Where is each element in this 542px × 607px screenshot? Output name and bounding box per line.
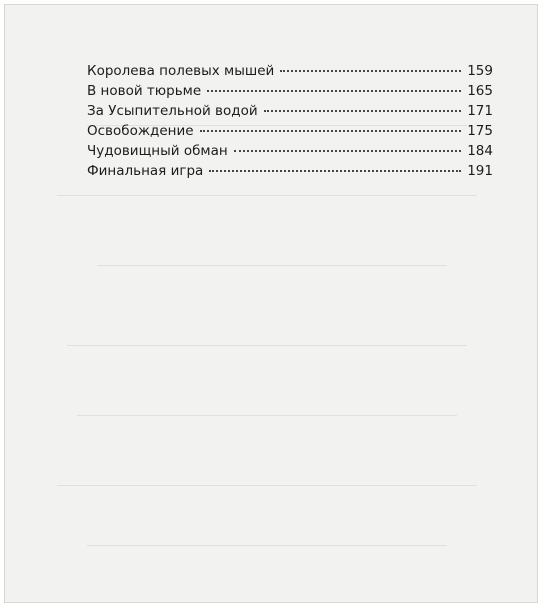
toc-entry-page: 175 — [467, 123, 493, 139]
toc-leader-dots — [264, 110, 462, 112]
toc-entry[interactable] — [87, 123, 493, 143]
toc-entry[interactable] — [87, 63, 493, 83]
toc-entry-page: 159 — [467, 63, 493, 79]
toc-entry[interactable] — [87, 83, 493, 103]
toc-entry-title: Королева полевых мышей — [87, 63, 275, 79]
toc-leader-dots — [207, 90, 461, 92]
table-of-contents — [87, 63, 493, 183]
toc-leader-dots — [280, 70, 461, 72]
toc-entry-page: 165 — [467, 83, 493, 99]
toc-entry-title: Финальная игра — [87, 163, 204, 179]
toc-entry-title: За Усыпительной водой — [87, 103, 258, 119]
toc-entry-title: В новой тюрьме — [87, 83, 202, 99]
toc-entry-title: Освобождение — [87, 123, 194, 139]
book-page — [4, 4, 538, 603]
toc-leader-dots — [209, 170, 461, 172]
toc-leader-dots — [200, 130, 462, 132]
toc-entry-page: 191 — [467, 163, 493, 179]
toc-entry[interactable] — [87, 163, 493, 183]
toc-entry-page: 171 — [467, 103, 493, 119]
toc-entry-page: 184 — [467, 143, 493, 159]
toc-leader-dots — [234, 150, 462, 152]
toc-entry-title: Чудовищный обман — [87, 143, 228, 159]
toc-entry[interactable] — [87, 143, 493, 163]
toc-entry[interactable] — [87, 103, 493, 123]
